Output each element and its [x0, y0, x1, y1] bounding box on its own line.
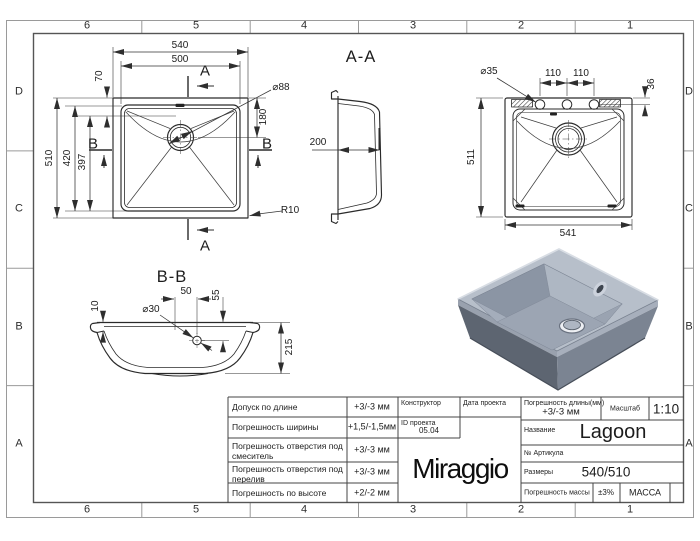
dim-200: 200: [309, 137, 327, 148]
section-mark-b-right: B: [261, 135, 273, 153]
dim-500: 500: [171, 54, 189, 65]
border-row-label: D: [15, 85, 23, 98]
section-bb-title: B-B: [156, 267, 188, 286]
dim-541: 541: [559, 228, 577, 239]
border-col-label: 2: [517, 19, 525, 32]
dim-420: 420: [62, 149, 73, 167]
mass-tolerance-value: ±3%: [598, 488, 614, 497]
size-label: Размеры: [524, 469, 554, 476]
mass-label: МАССА: [628, 487, 662, 498]
border-col-label: 1: [626, 503, 634, 516]
name-label: Название: [524, 427, 556, 434]
tolerance-label: Погрешность отверстия под смеситель: [232, 441, 343, 462]
length-tolerance-value: +3/-3 мм: [542, 406, 580, 418]
dim-diam-30: ⌀30: [142, 304, 160, 315]
tolerance-value: +2/-2 мм: [354, 487, 390, 498]
dim-10: 10: [90, 300, 101, 312]
dim-r10: R10: [280, 205, 300, 216]
dim-36: 36: [646, 78, 657, 90]
tolerance-value: +3/-3 мм: [354, 466, 390, 477]
project-id-value: 05.04: [418, 426, 440, 435]
border-col-label: 5: [192, 503, 200, 516]
tolerance-value: +3/-3 мм: [354, 401, 390, 412]
dim-110-left: 110: [545, 68, 561, 79]
dim-70: 70: [94, 70, 105, 82]
border-col-label: 3: [409, 503, 417, 516]
tolerance-label: Допуск по длине: [232, 402, 298, 412]
dim-397: 397: [77, 153, 88, 171]
border-col-label: 1: [626, 19, 634, 32]
border-row-label: B: [15, 320, 23, 333]
border-col-label: 5: [192, 19, 200, 32]
dim-diam-88: ⌀88: [272, 82, 290, 93]
dim-511: 511: [466, 149, 477, 165]
section-mark-a-bottom: A: [199, 237, 211, 255]
border-row-label: A: [685, 437, 693, 450]
tolerance-value: +1,5/-1,5мм: [347, 421, 397, 432]
border-row-label: D: [685, 85, 693, 98]
brand-logo: Miraggio: [412, 453, 508, 484]
dim-diam-35: ⌀35: [480, 66, 498, 77]
product-name: Lagoon: [579, 421, 647, 443]
mass-tolerance-label: Погрешность массы: [524, 489, 590, 497]
section-bb-lines: [90, 297, 290, 376]
border-col-label: 2: [517, 503, 525, 516]
dim-50: 50: [180, 286, 192, 297]
dim-215: 215: [284, 338, 295, 356]
tolerance-value: +3/-3 мм: [354, 444, 390, 455]
dim-540: 540: [171, 40, 189, 51]
dim-180: 180: [258, 108, 269, 126]
tolerance-label: Погрешность ширины: [232, 422, 319, 432]
scale-value: 1:10: [652, 401, 680, 417]
scale-label: Масштаб: [610, 405, 640, 413]
length-tolerance-label: Погрешность длины(мм): [524, 400, 605, 407]
border-col-label: 4: [300, 19, 308, 32]
border-row-label: B: [685, 320, 693, 333]
section-aa-title: A-A: [345, 47, 377, 66]
section-mark-b-left: B: [87, 135, 99, 153]
tolerance-label: Погрешность по высоте: [232, 488, 327, 498]
article-label: № Артикула: [524, 450, 564, 457]
dim-510: 510: [44, 149, 55, 167]
dim-110-right: 110: [573, 68, 589, 79]
border-col-label: 3: [409, 19, 417, 32]
size-value: 540/510: [581, 464, 631, 480]
project-id-label: ID проекта: [401, 420, 436, 427]
dim-55: 55: [211, 289, 222, 301]
border-row-label: C: [15, 202, 23, 215]
project-date-label: Дата проекта: [463, 400, 507, 407]
border-col-label: 6: [83, 19, 91, 32]
bottom-view-lines: [476, 78, 650, 230]
border-row-label: C: [685, 202, 693, 215]
constructor-label: Конструктор: [401, 400, 441, 407]
border-col-label: 6: [83, 503, 91, 516]
border-row-label: A: [15, 437, 23, 450]
border-col-label: 4: [300, 503, 308, 516]
section-mark-a-top: A: [199, 62, 211, 80]
sink-3d-render: [458, 249, 658, 390]
tolerance-label: Погрешность отверстия под перелив: [232, 464, 343, 485]
section-aa-lines: [309, 91, 382, 224]
